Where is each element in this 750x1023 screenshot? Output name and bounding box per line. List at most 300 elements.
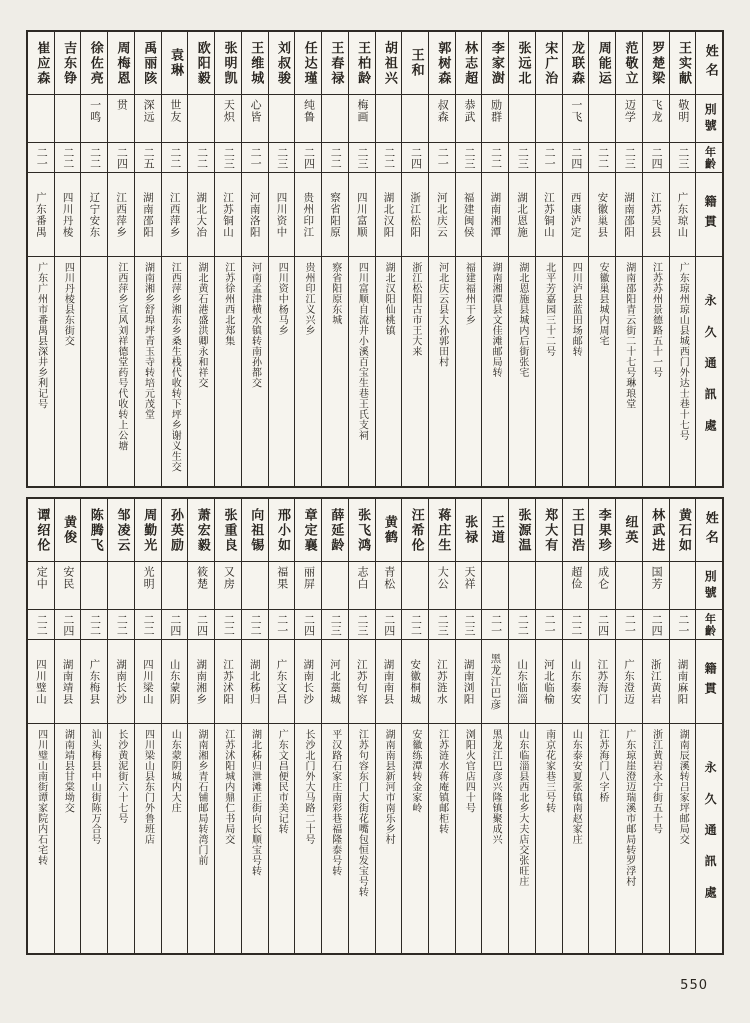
person-age: 二二	[142, 613, 156, 636]
person-age-cell	[643, 142, 669, 172]
person-native-place: 山东蒙阴	[168, 658, 181, 705]
person-native-place: 江西萍乡	[115, 191, 128, 238]
header-alias-cell	[696, 561, 722, 609]
person-alias-cell	[135, 561, 161, 609]
person-age-cell	[188, 142, 214, 172]
person-name: 张源温	[515, 507, 531, 553]
person-name: 袁琳	[168, 48, 183, 78]
person-age: 二四	[61, 613, 75, 636]
person-native-place-cell	[589, 639, 615, 723]
person-name-cell	[108, 32, 134, 94]
person-name-cell	[28, 32, 54, 94]
person-address-cell	[589, 256, 615, 486]
person-native-place: 江苏海门	[596, 658, 609, 705]
person-name: 刘叔骏	[274, 40, 290, 86]
person-alias-cell	[402, 561, 428, 609]
person-address-cell	[55, 256, 81, 486]
person-address-cell	[215, 256, 241, 486]
person-native-place: 湖南邵阳	[623, 191, 636, 238]
person-name: 张禄	[462, 515, 478, 545]
header-age-label: 年齡	[703, 145, 717, 170]
person-age: 二二	[382, 146, 396, 169]
person-native-place: 河南洛阳	[248, 191, 261, 238]
person-age-cell	[643, 609, 669, 639]
person-address-cell	[349, 723, 375, 953]
person-column	[134, 32, 161, 486]
person-name: 邹凌云	[114, 507, 130, 553]
person-age-cell	[81, 609, 107, 639]
person-name-cell	[135, 499, 161, 561]
person-address: 察省阳原东城	[329, 262, 341, 325]
person-name-cell	[563, 32, 589, 94]
person-alias: 大公	[436, 566, 450, 590]
person-age: 二一	[35, 146, 49, 169]
person-alias-cell	[376, 561, 402, 609]
person-address: 湖北汉阳仙桃镇	[383, 262, 395, 336]
person-age-cell	[563, 142, 589, 172]
person-address: 四川泸县蓝田场邮转	[570, 262, 582, 357]
person-column	[107, 499, 134, 953]
person-column	[241, 32, 268, 486]
person-address-cell	[269, 256, 295, 486]
person-age: 二三	[436, 613, 450, 636]
person-address: 河北庆云县大孙郭田村	[436, 262, 448, 367]
person-alias: 超俭	[569, 566, 583, 590]
person-age: 二五	[142, 146, 156, 169]
person-alias-cell	[376, 94, 402, 142]
person-native-place: 广东琼山	[676, 191, 689, 238]
person-address: 广东广州市番禺县深井乡利记号	[35, 262, 47, 409]
person-native-place: 江苏涟水	[435, 658, 448, 705]
header-native-place-label: 籍貫	[703, 661, 718, 702]
person-age: 二二	[489, 146, 503, 169]
person-address: 湖北秭归泄滩正街向长顺宝号转	[249, 729, 261, 876]
person-alias-cell	[670, 94, 696, 142]
person-alias-cell	[269, 94, 295, 142]
person-age: 二四	[569, 146, 583, 169]
person-native-place: 江苏铜山	[222, 191, 235, 238]
person-age: 二二	[409, 613, 423, 636]
person-address-cell	[456, 256, 482, 486]
person-name-cell	[616, 499, 642, 561]
person-name-cell	[643, 499, 669, 561]
person-native-place-cell	[242, 639, 268, 723]
person-name: 欧阳毅	[194, 40, 210, 86]
person-age-cell	[108, 609, 134, 639]
person-column	[214, 499, 241, 953]
person-address-cell	[108, 723, 134, 953]
person-address: 湖南湘潭县文佳滩邮局转	[490, 262, 502, 378]
person-column	[588, 499, 615, 953]
person-name-cell	[509, 499, 535, 561]
person-native-place-cell	[456, 639, 482, 723]
person-native-place-cell	[563, 172, 589, 256]
person-age: 二一	[249, 146, 263, 169]
person-alias-cell	[55, 561, 81, 609]
person-address: 湖南湘乡舒埠坪青玉寺转培元茂堂	[142, 262, 154, 420]
person-name: 范敬立	[622, 40, 638, 86]
person-name-cell	[670, 32, 696, 94]
person-age: 二四	[650, 613, 664, 636]
person-native-place-cell	[242, 172, 268, 256]
person-age-cell	[135, 142, 161, 172]
person-column	[214, 32, 241, 486]
person-name: 谭绍伦	[34, 507, 50, 553]
page-number: 550	[680, 978, 708, 993]
person-native-place-cell	[482, 639, 508, 723]
person-age-cell	[670, 142, 696, 172]
person-native-place-cell	[215, 639, 241, 723]
person-name: 王春禄	[328, 40, 344, 86]
person-native-place-cell	[28, 172, 54, 256]
person-address-cell	[55, 723, 81, 953]
person-native-place-cell	[616, 639, 642, 723]
person-column	[642, 32, 669, 486]
person-age: 二三	[516, 146, 530, 169]
person-address-cell	[188, 723, 214, 953]
header-native-place-cell	[696, 172, 722, 256]
person-address-cell	[322, 256, 348, 486]
person-address-cell	[643, 256, 669, 486]
person-name-cell	[616, 32, 642, 94]
person-column	[481, 499, 508, 953]
person-alias-cell	[643, 561, 669, 609]
person-address-cell	[322, 723, 348, 953]
person-age: 二一	[676, 613, 690, 636]
row-header-column	[695, 499, 722, 953]
person-name: 徐佐亮	[87, 40, 103, 86]
person-name: 吉东铮	[61, 40, 77, 86]
row-header-column	[695, 32, 722, 486]
person-age: 二三	[462, 146, 476, 169]
person-name-cell	[242, 499, 268, 561]
person-age: 二三	[329, 613, 343, 636]
person-native-place: 山东泰安	[569, 658, 582, 705]
person-address: 安徽巢县城内周宅	[597, 262, 609, 346]
person-alias: 一鸣	[88, 99, 102, 123]
person-name-cell	[456, 499, 482, 561]
person-alias-cell	[643, 94, 669, 142]
person-name-cell	[162, 499, 188, 561]
person-alias-cell	[322, 561, 348, 609]
person-native-place: 江苏句容	[355, 658, 368, 705]
person-name: 黄俊	[61, 515, 77, 545]
person-alias-cell	[28, 94, 54, 142]
person-name-cell	[402, 499, 428, 561]
person-column	[348, 499, 375, 953]
person-address-cell	[482, 256, 508, 486]
person-native-place: 四川璧山	[34, 658, 47, 705]
person-age: 二一	[275, 613, 289, 636]
person-age: 二一	[623, 613, 637, 636]
person-address-cell	[135, 256, 161, 486]
person-address-cell	[482, 723, 508, 953]
person-native-place: 辽宁安东	[88, 191, 101, 238]
person-name-cell	[108, 499, 134, 561]
person-age: 二二	[195, 146, 209, 169]
person-column	[428, 499, 455, 953]
person-native-place-cell	[670, 639, 696, 723]
person-column	[508, 499, 535, 953]
person-address: 汕头梅县中山街陈万合号	[89, 729, 101, 845]
person-name-cell	[349, 499, 375, 561]
person-age-cell	[108, 142, 134, 172]
person-column	[268, 32, 295, 486]
person-address: 湖南辰溪转吕家坪邮局交	[677, 729, 689, 845]
person-age: 二二	[329, 146, 343, 169]
header-native-place-label: 籍貫	[703, 194, 718, 235]
person-native-place: 四川梁山	[141, 658, 154, 705]
person-age-cell	[536, 609, 562, 639]
person-alias-cell	[429, 561, 455, 609]
person-alias-cell	[402, 94, 428, 142]
person-age-cell	[135, 609, 161, 639]
person-native-place: 浙江黄岩	[649, 658, 662, 705]
person-name: 萧宏毅	[194, 507, 210, 553]
person-name-cell	[509, 32, 535, 94]
person-alias: 恭武	[462, 99, 476, 123]
person-name-cell	[295, 32, 321, 94]
person-age: 二一	[489, 613, 503, 636]
person-name: 黄鹤	[381, 515, 397, 545]
person-native-place: 湖南长沙	[115, 658, 128, 705]
person-native-place-cell	[108, 172, 134, 256]
person-address-cell	[456, 723, 482, 953]
person-name-cell	[215, 499, 241, 561]
person-age: 二三	[623, 146, 637, 169]
person-alias: 青松	[382, 566, 396, 590]
person-native-place-cell	[135, 172, 161, 256]
person-address: 四川富顺自流井小溪百宝生巷王氏支祠	[356, 262, 368, 441]
person-alias: 深远	[142, 99, 156, 123]
header-name-cell	[696, 32, 722, 94]
person-native-place-cell	[349, 172, 375, 256]
person-alias-cell	[349, 561, 375, 609]
person-age-cell	[295, 609, 321, 639]
person-name: 林武进	[649, 507, 665, 553]
person-age-cell	[269, 609, 295, 639]
person-native-place: 山东临淄	[516, 658, 529, 705]
person-column	[187, 32, 214, 486]
person-name: 崔应森	[34, 40, 50, 86]
person-column	[401, 499, 428, 953]
person-age-cell	[429, 142, 455, 172]
person-column	[562, 499, 589, 953]
person-name: 王和	[408, 48, 424, 78]
person-column	[669, 32, 696, 486]
person-name-cell	[269, 499, 295, 561]
person-alias-cell	[322, 94, 348, 142]
person-address: 长沙黄泥街六十七号	[115, 729, 127, 824]
person-column	[615, 32, 642, 486]
person-age: 二三	[356, 613, 369, 636]
person-name: 王柏龄	[355, 40, 371, 86]
person-alias-cell	[242, 561, 268, 609]
person-native-place-cell	[55, 172, 81, 256]
person-column	[535, 32, 562, 486]
person-age-cell	[349, 609, 375, 639]
person-alias-cell	[509, 561, 535, 609]
person-alias: 一飞	[569, 99, 583, 123]
person-alias: 丽屏	[302, 566, 316, 590]
person-alias-cell	[295, 561, 321, 609]
person-alias: 天炽	[222, 99, 236, 123]
person-native-place: 福建闽侯	[462, 191, 475, 238]
person-column	[294, 499, 321, 953]
person-alias-cell	[482, 94, 508, 142]
register-block-bottom	[26, 497, 724, 955]
person-age-cell	[456, 142, 482, 172]
person-alias-cell	[456, 561, 482, 609]
person-age-cell	[242, 142, 268, 172]
person-name-cell	[322, 32, 348, 94]
person-native-place: 江苏吴县	[649, 191, 662, 238]
person-name: 纽英	[622, 515, 638, 545]
person-name: 周梅恩	[114, 40, 130, 86]
person-age: 二二	[596, 146, 610, 169]
person-address-cell	[429, 256, 455, 486]
person-age: 二二	[88, 613, 102, 636]
person-address: 福建福州干乡	[463, 262, 475, 325]
person-alias: 梅画	[356, 99, 369, 123]
person-age-cell	[322, 609, 348, 639]
person-age-cell	[376, 609, 402, 639]
person-native-place-cell	[55, 639, 81, 723]
person-address: 安徽练潭转金家岭	[409, 729, 421, 813]
person-name: 王维城	[248, 40, 264, 86]
person-name-cell	[322, 499, 348, 561]
person-column	[348, 32, 375, 486]
person-age: 二二	[249, 613, 263, 636]
person-name: 周勤光	[141, 507, 157, 553]
person-native-place-cell	[188, 172, 214, 256]
person-alias-cell	[215, 94, 241, 142]
person-native-place-cell	[269, 639, 295, 723]
person-address: 江苏苏州景德路五十一号	[650, 262, 662, 378]
person-age-cell	[349, 142, 375, 172]
person-address: 贵州印江义兴乡	[302, 262, 314, 336]
person-address: 黑龙江巴彦兴隆镇聚成兴	[490, 729, 502, 845]
person-column	[28, 499, 54, 953]
register-block-top	[26, 30, 724, 488]
person-alias-cell	[509, 94, 535, 142]
person-address: 四川梁山县东门外鲁班店	[142, 729, 154, 845]
person-alias-cell	[28, 561, 54, 609]
person-address-cell	[81, 256, 107, 486]
person-address-cell	[135, 723, 161, 953]
person-name: 罗楚梁	[649, 40, 665, 86]
person-native-place: 安徽巢县	[596, 191, 609, 238]
person-address: 广东琼崖澄迈瑞溪市邮局转罗浮村	[623, 729, 635, 887]
person-column	[321, 499, 348, 953]
person-name: 张重良	[221, 507, 237, 553]
person-age: 二三	[275, 146, 289, 169]
person-address-cell	[536, 723, 562, 953]
header-name-label: 姓名	[702, 511, 718, 549]
person-name-cell	[28, 499, 54, 561]
person-alias: 迈学	[623, 99, 637, 123]
person-native-place: 湖南长沙	[302, 658, 315, 705]
person-native-place: 湖北恩施	[516, 191, 529, 238]
person-name: 向祖锡	[248, 507, 264, 553]
person-name: 李果珍	[595, 507, 611, 553]
person-age-cell	[28, 609, 54, 639]
person-address: 江西萍乡湘东乡桑生栈代收转下坪乡谢义生交	[169, 262, 181, 472]
person-name-cell	[349, 32, 375, 94]
person-native-place-cell	[81, 172, 107, 256]
person-age-cell	[55, 609, 81, 639]
person-column	[107, 32, 134, 486]
header-address-cell	[696, 723, 722, 953]
person-alias: 又房	[222, 566, 236, 590]
person-name-cell	[456, 32, 482, 94]
person-native-place: 广东文昌	[275, 658, 288, 705]
person-name-cell	[589, 499, 615, 561]
person-column	[80, 32, 107, 486]
person-native-place: 西康泸定	[569, 191, 582, 238]
person-alias-cell	[135, 94, 161, 142]
person-age: 二四	[195, 613, 209, 636]
person-age: 二二	[516, 613, 530, 636]
person-column	[268, 499, 295, 953]
person-address-cell	[563, 723, 589, 953]
person-column	[562, 32, 589, 486]
person-name: 张明凯	[221, 40, 237, 86]
person-alias: 志白	[356, 566, 369, 590]
person-address-cell	[616, 256, 642, 486]
person-alias: 飞龙	[650, 99, 664, 123]
person-name-cell	[670, 499, 696, 561]
person-name-cell	[215, 32, 241, 94]
person-age: 二四	[596, 613, 610, 636]
person-native-place-cell	[563, 639, 589, 723]
person-address: 湖南南县新河市南乐乡村	[383, 729, 395, 845]
person-native-place-cell	[616, 172, 642, 256]
person-address-cell	[295, 723, 321, 953]
person-name-cell	[536, 499, 562, 561]
person-name-cell	[242, 32, 268, 94]
person-address-cell	[589, 723, 615, 953]
person-address: 平汉路石家庄南彩巷福隆泰号转	[329, 729, 341, 876]
person-age-cell	[269, 142, 295, 172]
person-address-cell	[108, 256, 134, 486]
person-column	[54, 499, 81, 953]
person-name-cell	[55, 499, 81, 561]
person-name-cell	[81, 499, 107, 561]
person-name-cell	[402, 32, 428, 94]
person-name: 黄石如	[675, 507, 691, 553]
person-alias: 纯鲁	[302, 99, 316, 123]
person-address-cell	[670, 723, 696, 953]
person-alias: 安民	[61, 566, 75, 590]
person-alias-cell	[589, 561, 615, 609]
person-name: 王道	[488, 515, 504, 545]
person-alias: 世友	[168, 99, 182, 123]
person-name-cell	[188, 499, 214, 561]
person-native-place: 四川富顺	[355, 191, 368, 238]
person-address-cell	[376, 256, 402, 486]
header-age-cell	[696, 142, 722, 172]
person-column	[80, 499, 107, 953]
person-name-cell	[376, 499, 402, 561]
person-age-cell	[536, 142, 562, 172]
person-name-cell	[376, 32, 402, 94]
person-native-place: 湖北汉阳	[382, 191, 395, 238]
person-name: 蒋庄生	[435, 507, 451, 553]
person-address: 江苏海门八字桥	[597, 729, 609, 803]
person-address-cell	[242, 256, 268, 486]
person-alias-cell	[482, 561, 508, 609]
